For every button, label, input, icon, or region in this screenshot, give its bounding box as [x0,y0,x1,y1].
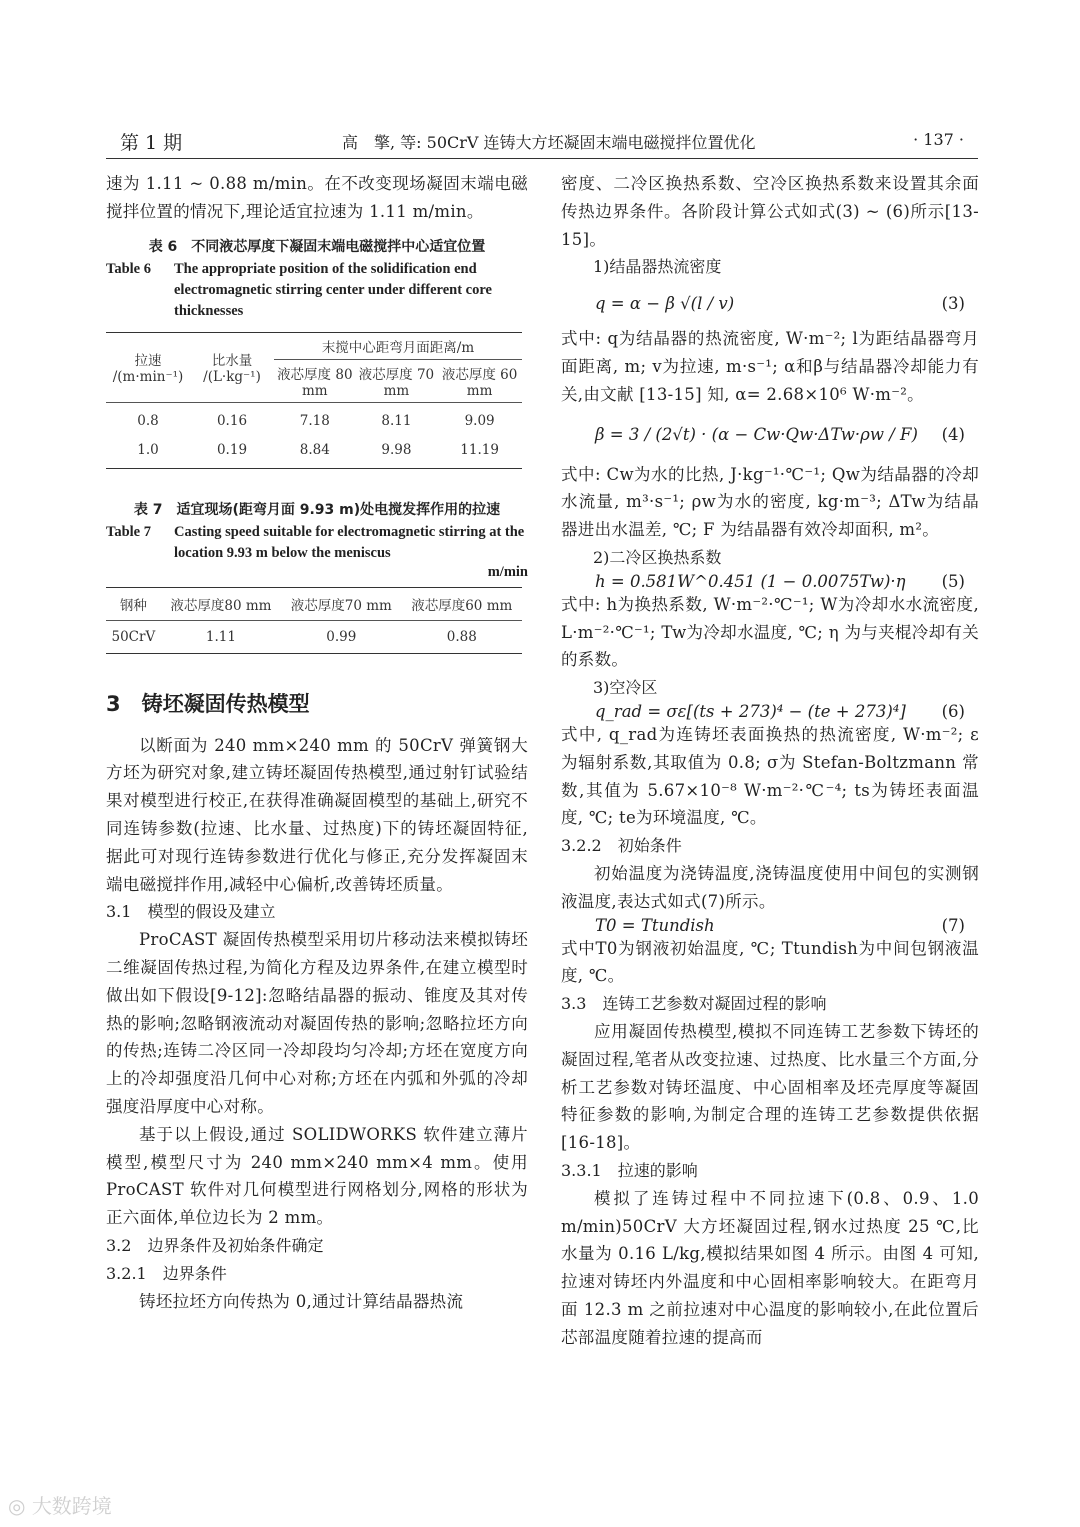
subheading-secondary: 2)二冷区换热系数 [593,547,722,567]
paragraph: ProCAST 凝固传热模型采用切片移动法来模拟铸坯二维凝固传热过程,为简化方程及边界条件,在建立模型时做出如下假设[9-12]:忽略结晶器的振动、锥度及其对传热的影响;忽略钢液流动对凝固传热的影响;忽略拉坯方向的传热;连铸二冷区同一冷却段均匀冷却;方坯在宽度方向上的冷却强度沿几何中心对称;方坯在内弧和外弧的冷却强度沿厚度中心对称。 [106,930,528,1116]
table6 [106,332,522,469]
watermark-text: 大数跨境 [31,1494,112,1518]
equation-4-number: (4) [941,425,965,445]
cell: 1.0 [137,441,159,458]
paragraph: 应用凝固传热模型,模拟不同连铸工艺参数下铸坯的凝固过程,笔者从改变拉速、过热度、比水量三个方面,分析工艺参数对铸坯温度、中心固相率及坯壳厚度等凝固特征参数的影响,为制定合理的连铸工艺参数提供依据[16-18]。 [561,1021,979,1153]
table7-caption-text: Casting speed suitable for electromagnetic stirring at the location 9.93 m below the meniscus [174,523,525,561]
cell: 8.84 [299,441,330,458]
table6-header-80: 液芯厚度 80 mm [277,366,353,399]
cell: 0.88 [446,628,477,645]
table6-header-ratio: 比水量 /(L·kg⁻¹) [203,353,261,386]
paragraph: 密度、二冷区换热系数、空冷区换热系数来设置其余面传热边界条件。各阶段计算公式如式(3) ~ (6)所示[13-15]。 [561,174,979,249]
weibo-icon: ◎ [8,1494,32,1518]
cell: 1.11 [205,628,236,645]
table6-caption-en [106,259,528,322]
paragraph: 铸坯拉坯方向传热为 0,通过计算结晶器热流 [139,1291,464,1311]
header-title: 高 擎, 等: 50CrV 连铸大方坯凝固末端电磁搅拌位置优化 [342,133,756,152]
table7-header-60: 液芯厚度60 mm [411,597,513,614]
paragraph: 基于以上假设,通过 SOLIDWORKS 软件建立薄片模型,模型尺寸为 240 mm×240 mm×4 mm。使用 ProCAST 软件对几何模型进行网格划分,网格的形状为正六面体,单位边长为 2 mm。 [106,1124,528,1228]
table-row [106,402,522,432]
paragraph: 速为 1.11 ~ 0.88 m/min。在不改变现场凝固末端电磁搅拌位置的情况下,理论适宜拉速为 1.11 m/min。 [106,174,528,221]
equation-7-body: T0 = Ttundish [595,915,715,935]
equation-4 [561,409,979,461]
paragraph: 以断面为 240 mm×240 mm 的 50CrV 弹簧钢大方坯为研究对象,建立铸坯凝固传热模型,通过射钉试验结果对模型进行校正,在获得准确凝固模型的基础上,研究不同连铸参数(拉速、比水量、过热度)下的铸坯凝固特征,据此可对现行连铸参数进行优化与修正,充分发挥凝固末端电磁搅拌作用,减轻中心偏析,改善铸坯质量。 [106,735,528,894]
paragraph: 式中: h为换热系数, W·m⁻²·℃⁻¹; W为冷却水水流密度, L·m⁻²·℃⁻¹; Tw为冷却水温度, ℃; η 为与夹棍冷却有关的系数。 [561,594,979,670]
cell: 0.99 [326,628,357,645]
section-3-1-heading: 3.1 模型的假设及建立 [106,902,276,922]
equation-5 [561,572,979,591]
equation-7 [561,916,979,935]
equation-3 [561,281,979,325]
paragraph: 式中: Cw为水的比热, J·kg⁻¹·℃⁻¹; Qw为结晶器的冷却水流量, m³·s⁻¹; ρw为水的密度, kg·m⁻³; ΔTw为结晶器进出水温差, ℃; F 为结晶器有效冷却面积, m²。 [561,464,979,540]
paragraph: 初始温度为浇铸温度,浇铸温度使用中间包的实测钢液温度,表达式如式(7)所示。 [561,863,979,911]
subheading-mold: 1)结晶器热流密度 [593,257,722,277]
equation-5-body: h = 0.581W^0.451 (1 − 0.0075Tw)·η [595,571,906,591]
equation-7-number: (7) [941,915,965,935]
equation-4-body: β = 3 / (2√t) · (α − Cw·Qw·ΔTw·ρw / F) [595,425,918,445]
table6-header-70: 液芯厚度 70 mm [358,366,435,399]
equation-6-number: (6) [941,701,965,721]
equation-3-body: q = α − β √(l / v) [595,293,735,313]
table6-header-60: 液芯厚度 60 mm [441,366,518,399]
section-3-3-1-heading: 3.3.1 拉速的影响 [561,1160,698,1180]
table7-header-80: 液芯厚度80 mm [170,597,272,614]
table6-caption-text: The appropriate position of the solidification end electromagnetic stirring center under different core thicknesses [174,260,492,319]
table7-caption-cn: 表 7 适宜现场(距弯月面 9.93 m)处电搅发挥作用的拉速 [133,501,501,518]
table-row [106,432,522,469]
subheading-air: 3)空冷区 [593,678,658,698]
cell: 8.11 [381,412,412,429]
cell: 9.09 [464,412,495,429]
cell: 50CrV [111,628,156,645]
paragraph: 式中: q为结晶器的热流密度, W·m⁻²; l为距结晶器弯月面距离, m; v为拉速, m·s⁻¹; α和β与结晶器冷却能力有关,由文献 [13-15] 知, α= 2.68×10⁶ W·m⁻²。 [561,329,979,404]
watermark [8,1490,112,1519]
cell: 0.8 [137,412,159,429]
paragraph: 模拟了连铸过程中不同拉速下(0.8、0.9、1.0 m/min)50CrV 大方坯凝固过程,钢水过热度 25 ℃,比水量为 0.16 L/kg,模拟结果如图 4 所示。由图 4 可知,拉速对铸坯内外温度和中心固相率影响较大。在距弯月面 12.3 m 之前拉速对中心温度的影响较小,在此位置后芯部温度随着拉速的提高而 [561,1188,979,1347]
table6-caption-cn: 表 6 不同液芯厚度下凝固末端电磁搅拌中心适宜位置 [148,238,486,255]
table7-label: Table 7 [106,523,151,540]
table-row [106,620,522,653]
section-3-heading: 3 铸坯凝固传热模型 [106,691,310,716]
section-3-2-2-heading: 3.2.2 初始条件 [561,836,682,856]
cell: 0.16 [216,412,248,429]
left-column [106,170,528,1315]
section-3-3-heading: 3.3 连铸工艺参数对凝固过程的影响 [561,994,827,1014]
equation-6-body: q_rad = σε[(ts + 273)⁴ − (te + 273)⁴] [595,701,906,721]
table6-header-speed: 拉速 /(m·min⁻¹) [112,353,184,386]
table7-header-grade: 钢种 [119,597,147,614]
table6-label: Table 6 [106,260,151,277]
section-3-2-heading: 3.2 边界条件及初始条件确定 [106,1235,324,1255]
paragraph: 式中, q_rad为连铸坯表面换热的热流密度, W·m⁻²; ε 为辐射系数,其取值为 0.8; σ为 Stefan-Boltzmann 常数,其值为 5.67×10⁻⁸ W·m⁻²·℃⁻⁴; ts为铸坯表面温度, ℃; te为环境温度, ℃。 [561,724,979,828]
cell: 0.19 [216,441,248,458]
equation-5-number: (5) [941,571,965,591]
cell: 9.98 [381,441,412,458]
issue-label: 第 1 期 [120,132,183,154]
paragraph: 式中T0为钢液初始温度, ℃; Ttundish为中间包钢液温度, ℃。 [561,938,979,986]
running-header [106,126,978,159]
table7-header-70: 液芯厚度70 mm [290,597,392,614]
cell: 11.19 [460,441,499,458]
right-column [561,170,979,1351]
equation-3-number: (3) [941,293,965,313]
table6-header-group: 末搅中心距弯月面距离/m [274,332,522,359]
equation-6 [561,702,979,721]
section-3-2-1-heading: 3.2.1 边界条件 [106,1263,227,1283]
table7-unit: m/min [487,563,528,580]
page-number: · 137 · [913,130,964,149]
table7 [106,587,522,654]
table7-caption-en [106,522,528,564]
cell: 7.18 [299,412,330,429]
